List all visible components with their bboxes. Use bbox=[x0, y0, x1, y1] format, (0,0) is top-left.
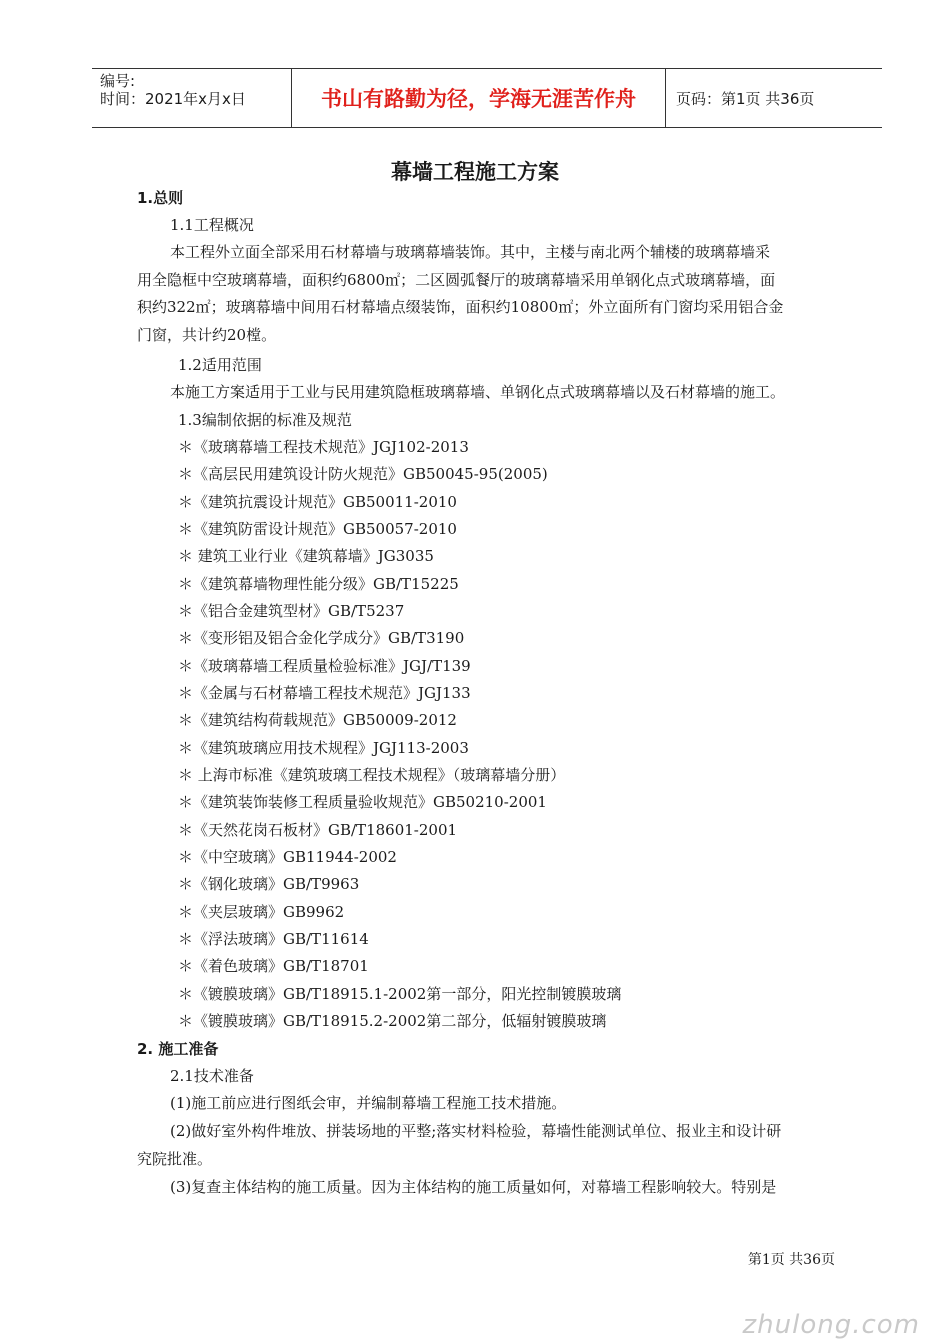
subsection-heading: 2.1技术准备 bbox=[170, 1067, 254, 1085]
list-item: ＊《高层民用建筑设计防火规范》GB50045-95(2005) bbox=[178, 465, 548, 483]
list-item: ＊《玻璃幕墙工程技术规范》JGJ102-2013 bbox=[178, 438, 469, 456]
paragraph-line: 究院批准。 bbox=[137, 1150, 213, 1168]
list-item: ＊《建筑玻璃应用技术规程》JGJ113-2003 bbox=[178, 739, 469, 757]
list-item: ＊《建筑抗震设计规范》GB50011-2010 bbox=[178, 493, 457, 511]
subsection-heading: 1.1工程概况 bbox=[170, 216, 254, 234]
header-table bbox=[92, 68, 882, 128]
list-item: ＊《金属与石材幕墙工程技术规范》JGJ133 bbox=[178, 684, 471, 702]
list-item: ＊《建筑防雷设计规范》GB50057-2010 bbox=[178, 520, 457, 538]
time-label: 时间：2021年x月x日 bbox=[100, 90, 246, 108]
paragraph-line: (1)施工前应进行图纸会审，并编制幕墙工程施工技术措施。 bbox=[170, 1094, 567, 1112]
header-meta-cell bbox=[92, 69, 292, 127]
number-label: 编号: bbox=[100, 72, 136, 90]
page-footer: 第1页 共36页 bbox=[747, 1252, 835, 1268]
document-title: 幕墙工程施工方案 bbox=[391, 160, 559, 184]
list-item: ＊《铝合金建筑型材》GB/T5237 bbox=[178, 602, 405, 620]
subsection-heading: 1.2适用范围 bbox=[178, 356, 262, 374]
paragraph-line: (2)做好室外构件堆放、拼装场地的平整;落实材料检验，幕墙性能测试单位、报业主和设计研 bbox=[170, 1122, 782, 1140]
list-item: ＊《浮法玻璃》GB/T11614 bbox=[178, 930, 369, 948]
paragraph-line: 本施工方案适用于工业与民用建筑隐框玻璃幕墙、单钢化点式玻璃幕墙以及石材幕墙的施工。 bbox=[170, 383, 786, 401]
list-item: ＊《镀膜玻璃》GB/T18915.2-2002第二部分，低辐射镀膜玻璃 bbox=[178, 1012, 607, 1030]
list-item: ＊《变形铝及铝合金化学成分》GB/T3190 bbox=[178, 629, 465, 647]
header-page-info: 页码：第1页 共36页 bbox=[676, 89, 815, 108]
list-item: ＊《着色玻璃》GB/T18701 bbox=[178, 957, 369, 975]
list-item: ＊《镀膜玻璃》GB/T18915.1-2002第一部分，阳光控制镀膜玻璃 bbox=[178, 985, 622, 1003]
paragraph-line: 用全隐框中空玻璃幕墙，面积约6800㎡；二区圆弧餐厅的玻璃幕墙采用单钢化点式玻璃幕墙，面 bbox=[137, 271, 776, 289]
header-motto: 书山有路勤为径，学海无涯苦作舟 bbox=[292, 69, 666, 127]
paragraph-line: (3)复查主体结构的施工质量。因为主体结构的施工质量如何，对幕墙工程影响较大。特别是 bbox=[170, 1178, 777, 1196]
paragraph-line: 门窗，共计约20樘。 bbox=[137, 326, 277, 344]
section-heading-2: 2. 施工准备 bbox=[137, 1040, 219, 1058]
list-item: ＊《夹层玻璃》GB9962 bbox=[178, 903, 345, 921]
list-item: ＊ 建筑工业行业《建筑幕墙》JG3035 bbox=[178, 547, 434, 565]
list-item: ＊《钢化玻璃》GB/T9963 bbox=[178, 875, 360, 893]
subsection-heading: 1.3编制依据的标准及规范 bbox=[178, 411, 352, 429]
section-heading-1: 1.总则 bbox=[137, 189, 184, 207]
paragraph-line: 本工程外立面全部采用石材幕墙与玻璃幕墙装饰。其中，主楼与南北两个辅楼的玻璃幕墙采 bbox=[170, 243, 771, 261]
list-item: ＊《玻璃幕墙工程质量检验标准》JGJ/T139 bbox=[178, 657, 471, 675]
list-item: ＊《天然花岗石板材》GB/T18601-2001 bbox=[178, 821, 458, 839]
list-item: ＊《建筑结构荷载规范》GB50009-2012 bbox=[178, 711, 457, 729]
paragraph-line: 积约322㎡；玻璃幕墙中间用石材幕墙点缀装饰，面积约10800㎡；外立面所有门窗均采用铝合金 bbox=[137, 298, 784, 316]
list-item: ＊《建筑装饰装修工程质量验收规范》GB50210-2001 bbox=[178, 793, 547, 811]
list-item: ＊ 上海市标准《建筑玻璃工程技术规程》（玻璃幕墙分册） bbox=[178, 766, 566, 784]
list-item: ＊《中空玻璃》GB11944-2002 bbox=[178, 848, 397, 866]
watermark: zhulong.com bbox=[742, 1310, 920, 1340]
list-item: ＊《建筑幕墙物理性能分级》GB/T15225 bbox=[178, 575, 459, 593]
